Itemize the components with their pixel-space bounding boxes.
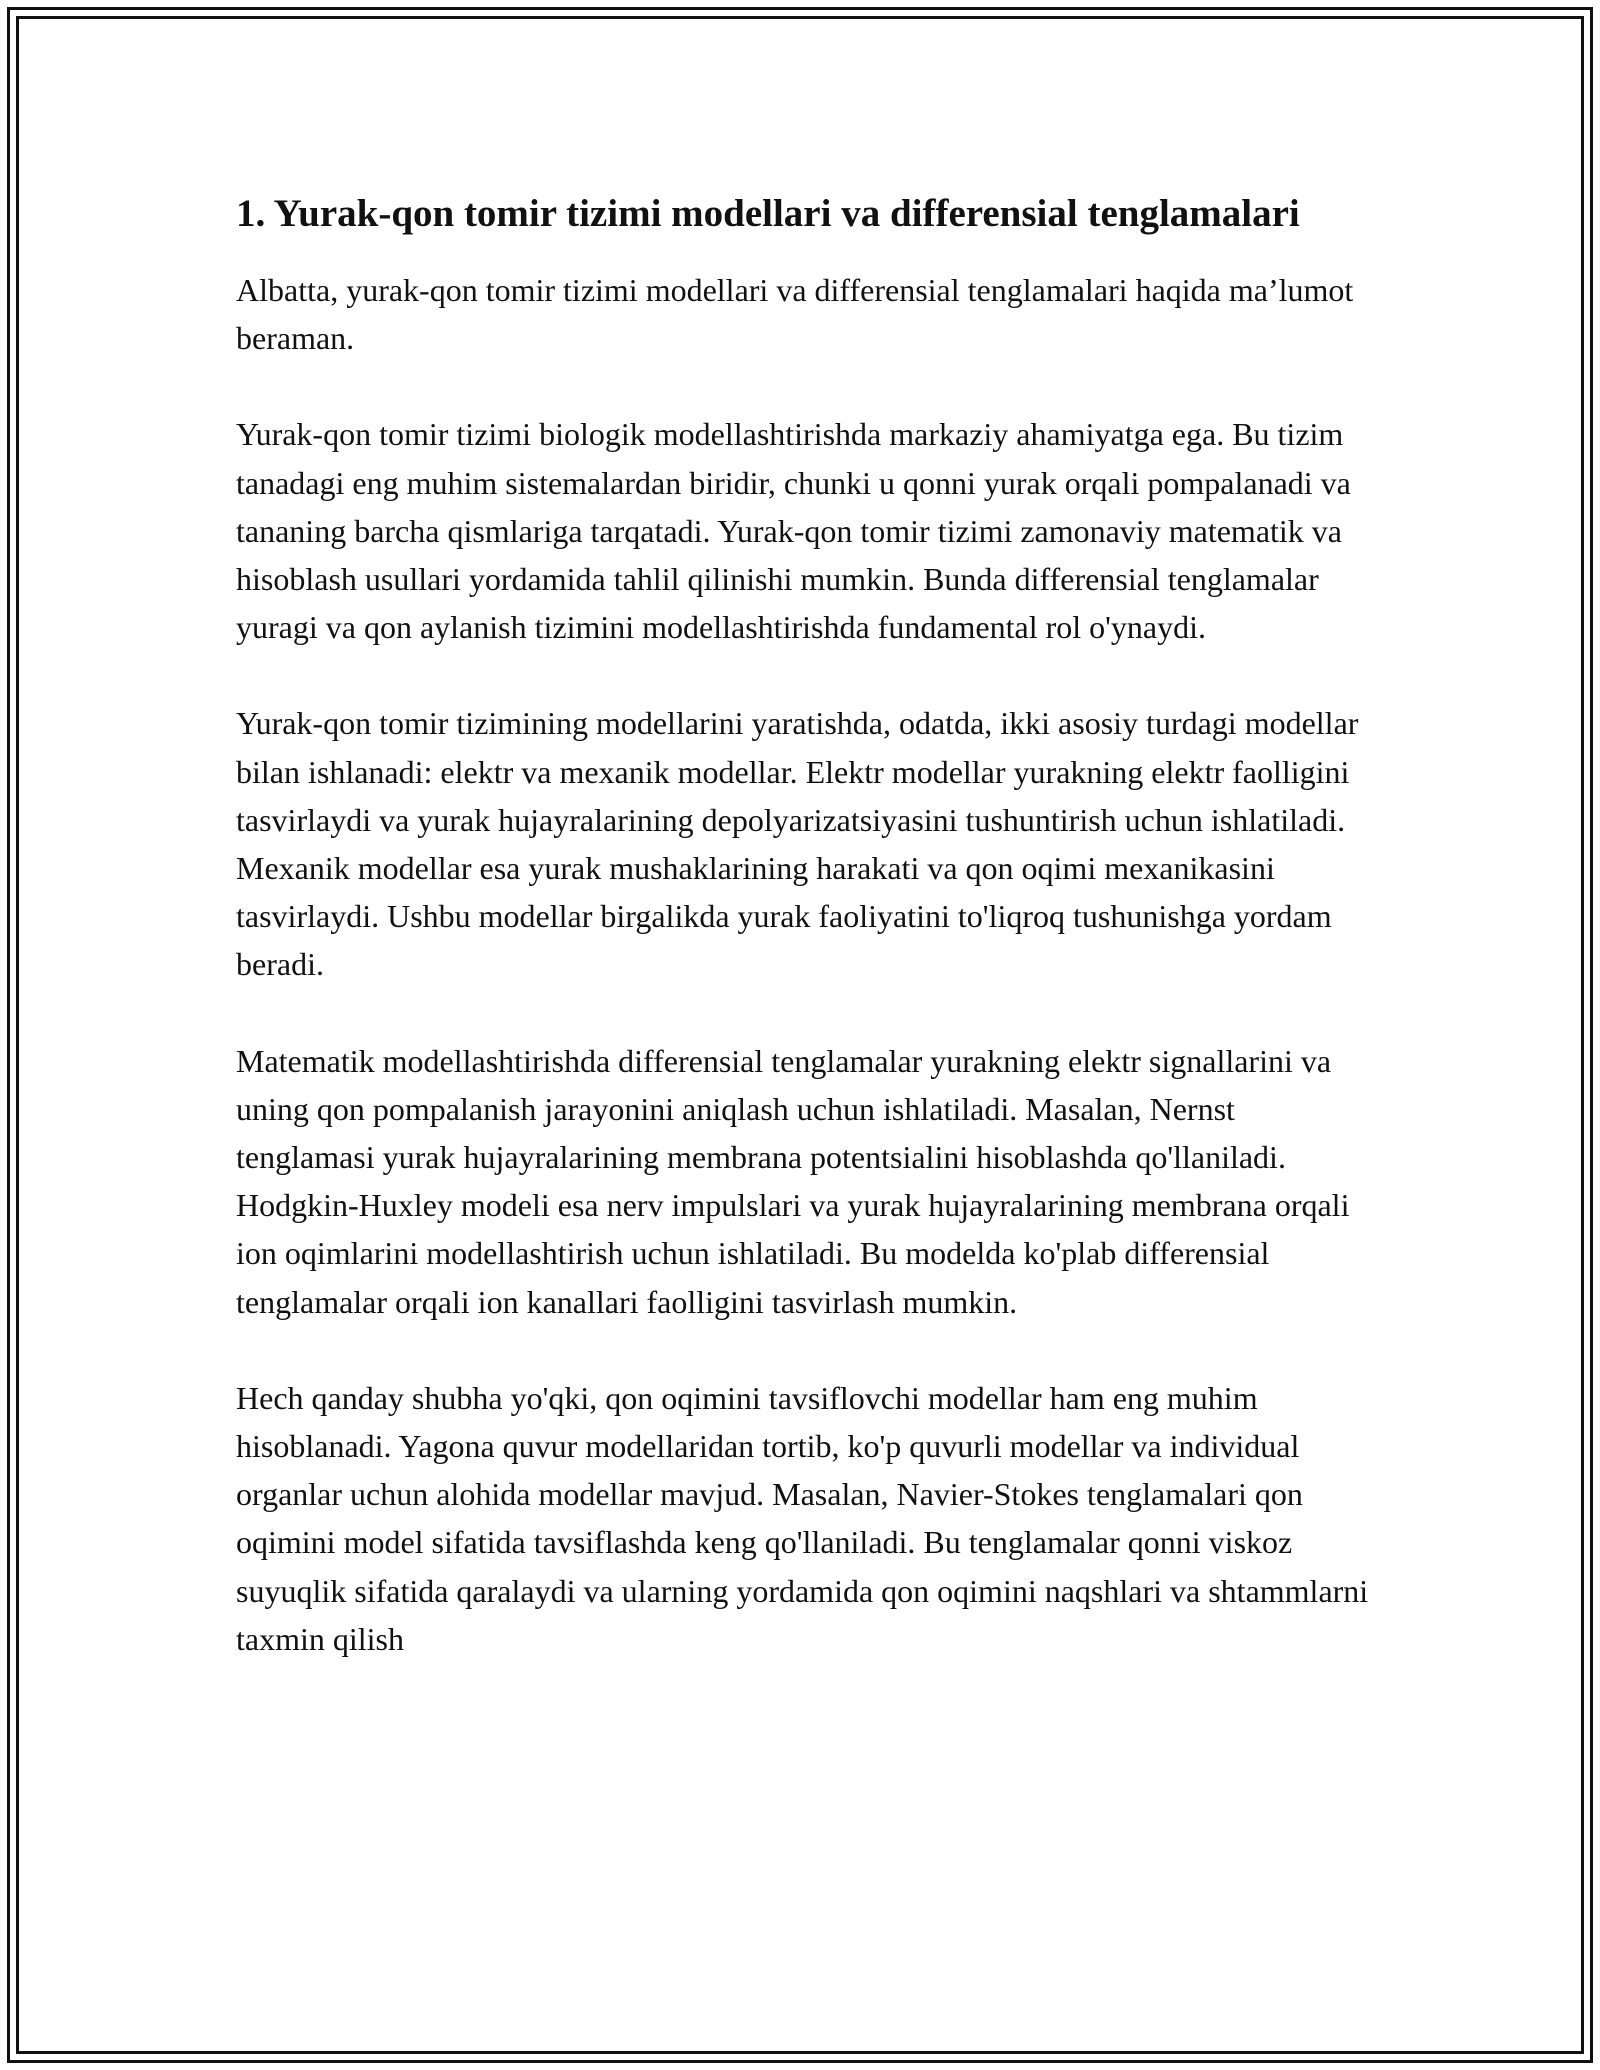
section-heading: 1. Yurak-qon tomir tizimi modellari va differensial tenglamalari — [236, 192, 1300, 235]
paragraph-system-overview: Yurak-qon tomir tizimi biologik modellashtirishda markaziy ahamiyatga ega. Bu tizim tanadagi eng muhim sistemalardan biridir, chunki u qonni yurak orqali pompalanadi va tananing barcha qismlariga tarqatadi. Yurak-qon tomir tizimi zamonaviy matematik va hisoblash usullari yordamida tahlil qilinishi mumkin. Bunda differensial tenglamalar yuragi va qon aylanish tizimini modellashtirishda fundamental rol o'ynaydi. — [236, 416, 1351, 646]
document-body — [236, 186, 1381, 1711]
paragraph-blood-flow-models: Hech qanday shubha yo'qki, qon oqimini tavsiflovchi modellar ham eng muhim hisoblanadi. Yagona quvur modellaridan tortib, ko'p quvurli modellar va individual organlar uchun alohida modellar mavjud. Masalan, Navier-Stokes tenglamalari qon oqimini model sifatida tavsiflashda keng qo'llaniladi. Bu tenglamalar qonni viskoz suyuqlik sifatida qaralaydi va ularning yordamida qon oqimini naqshlari va shtammlarni taxmin qilish — [236, 1379, 1369, 1657]
paragraph-differential-equations: Matematik modellashtirishda differensial tenglamalar yurakning elektr signallarini va uning qon pompalanish jarayonini aniqlash uchun ishlatiladi. Masalan, Nernst tenglamasi yurak hujayralarining membrana potentsialini hisoblashda qo'llaniladi. Hodgkin-Huxley modeli esa nerv impulslari va yurak hujayralarining membrana orqali ion oqimlarini modellashtirish uchun ishlatiladi. Bu modelda ko'plab differensial tenglamalar orqali ion kanallari faolligini tasvirlash mumkin. — [236, 1042, 1350, 1320]
paragraph-model-types: Yurak-qon tomir tizimining modellarini yaratishda, odatda, ikki asosiy turdagi modellar bilan ishlanadi: elektr va mexanik modellar. Elektr modellar yurakning elektr faolligini tasvirlaydi va yurak hujayralarining depolyarizatsiyasini tushuntirish uchun ishlatiladi. Mexanik modellar esa yurak mushaklarining harakati va qon oqimi mexanikasini tasvirlaydi. Ushbu modellar birgalikda yurak faoliyatini to'liqroq tushunishga yordam beradi. — [236, 705, 1359, 983]
paragraph-intro: Albatta, yurak-qon tomir tizimi modellari va differensial tenglamalari haqida ma’lumot beraman. — [236, 272, 1354, 357]
